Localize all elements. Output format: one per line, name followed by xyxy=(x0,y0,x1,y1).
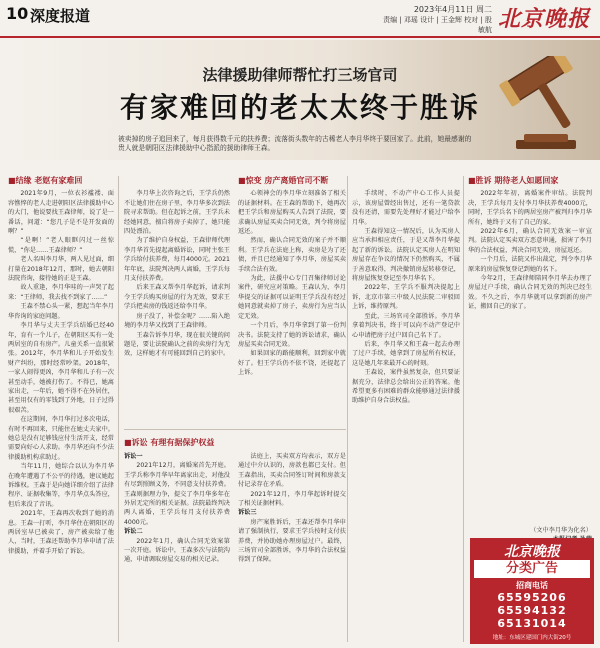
subhead-title: 期待老人如愿回家 xyxy=(494,176,559,185)
pseudonym-note: （文中李月华为化名） xyxy=(530,527,592,534)
paragraph: 法庭上，买卖双方均表示，双方是通过中介认识的，房款也都已支付。但王森指出，买卖合同签订时间和房款支付记录存在矛盾。 xyxy=(238,453,346,489)
classified-ad xyxy=(470,538,594,644)
paragraph: 李月华上次咨询之后，王学兵仍然不让她们住在房子里，李月华多次到法院寻求帮助。但在起诉之前，王学兵未经她同意，擅自将房子卖掉了，她只能四处漂泊。 xyxy=(124,190,230,236)
article-headline: 有家难回的老太太终于胜诉 xyxy=(119,91,480,124)
paragraph: 2022年，王学兵不服判决提起上诉，北京市第三中级人民法院二审驳回上诉，维持原判。 xyxy=(352,284,460,311)
gavel-icon xyxy=(496,56,586,152)
paragraph: 为此，法援中心专门召集律师讨论案件，研究应对策略。王森认为，李月华提交的证据可以证明王学兵没有经过她同意就卖掉了房子，卖房行为应当认定无效。 xyxy=(238,275,346,320)
subhead-tag: ■惊变 xyxy=(238,176,262,185)
paragraph: 至此，三场官司全部胜诉。李月华拿着判决书，终于可以向不动产登记中心申请把房子过户回自己名下了。 xyxy=(352,312,460,339)
subhead-jingbian xyxy=(238,176,346,185)
paragraph: 老人名叫李月华，两人见过面，细打量在2018年12月，那时，她去朝阳法院咨询，接待她的正是王森。 xyxy=(8,256,114,283)
paragraph: 当年11月，她综合以认为李月华在晚年遭遇了不公平的待遇，建议她起诉维权。王森于是向她详细介绍了法律程序、证据收集等，李月华点头答应，但后来没了音讯。 xyxy=(8,463,114,508)
paragraph: 一个月后，李月华拿到了第一份判决书。法院支持了她的诉讼请求，确认房屋买卖合同无效。 xyxy=(238,322,346,348)
paragraph: 如果回家的路能顺利，回到家中就好了。但王学兵仍不依不饶，还提起了上诉。 xyxy=(238,350,346,377)
article-column-2 xyxy=(124,176,230,426)
article-lead: 被卖掉的房子追回来了，每月获得数千元的扶养费；流落街头数年的古稀老人李月华终于要回家了。此前，她最感谢的贵人就是朝阳区法律援助中心指派的援助律师王森。 xyxy=(118,135,472,152)
paragraph: 后来王森又帮李月华起诉，请求判令王学兵购买房屋的行为无效，要求王学兵把卖房的钱返还给李月华。 xyxy=(124,284,230,311)
ad-address: 地址：东城区建国门内大街20号 xyxy=(492,635,572,641)
subhead-shengsu xyxy=(468,176,592,185)
subhead-tag: ■结缘 xyxy=(8,176,32,185)
issue-meta xyxy=(380,5,492,35)
section-name: 深度报道 xyxy=(30,7,91,25)
paragraph: 手续时，不动产中心工作人员提示，该房屋曾经出售过，还有一笔贷款没有还清，需要先处理好才能过户给李月华。 xyxy=(352,190,460,226)
masthead-logo: 北京晚报 xyxy=(497,6,590,32)
ad-phone: 65594132 xyxy=(497,604,567,617)
paragraph: 为了维护自身权益，王森律师代理李月华首先提起离婚诉讼，同时主张王学兵给付扶养费，每月4000元。2021年年底，法院判决两人离婚，王学兵每月支付扶养费。 xyxy=(124,237,230,283)
issue-date: 2023年4月11日 周二 xyxy=(413,5,492,14)
paragraph: “是啊！”老人眼眶闪过一丝惊慌，“你是……王森律师？” xyxy=(8,237,114,254)
paragraph: 2021年12月，李月华起诉时提交了相关证据材料。 xyxy=(238,490,346,508)
paragraph: 王森不禁心头一紧，想起当年李月华咨询的家庭问题。 xyxy=(8,303,114,320)
ad-phone: 65595206 xyxy=(497,591,567,604)
paragraph: 房产案胜诉后，王森还帮李月华申请了强制执行，要求王学兵按时支付扶养费，并协助她办理房屋过户。最终，三场官司全部胜诉，李月华的合法权益得到了保障。 xyxy=(238,518,346,564)
paragraph: 王森说，案件虽然复杂，但只要证据充分，法律总会给出公正的答案。他希望更多有困难的群众能够通过法律援助维护自身合法权益。 xyxy=(352,369,460,405)
article-column-7 xyxy=(238,452,346,642)
paragraph: 王森告诉李月华，现在很关键的问题是，要让法院确认之前的卖房行为无效，这样她才有可能回到自己的家中。 xyxy=(124,331,230,358)
paragraph: 李月华与丈夫王学兵结婚已经40年，育有一个儿子，在朝阳区买有一处两居室的自有房产。儿童关系一直很紧张。2012年，李月华和儿子开始发生财产纠纷，那时经常吵架。2018年，一家人闹得更凶，李月华和儿子有一次甚至动手，她被打伤了。不得已，她离家出走，一年后，她不得不在外居住，甚至用仅有的零钱到了外地，日子过得很艰苦。 xyxy=(8,322,114,414)
paragraph: 2022年6月，确认合同无效案一审宣判。法院认定买卖双方恶意串通，损害了李月华的合法权益，判决合同无效，房屋返还。 xyxy=(468,228,592,254)
case-label: 诉讼三 xyxy=(238,509,257,517)
ad-phone: 65131014 xyxy=(497,617,567,630)
article-column-5 xyxy=(468,176,592,526)
article-column-4 xyxy=(352,176,460,648)
column-divider xyxy=(347,176,348,642)
ad-logo: 北京晚报 xyxy=(504,544,560,560)
subhead-tag: ■胜诉 xyxy=(468,176,492,185)
ad-subtitle: 招商电话 xyxy=(516,581,548,590)
article-column-6 xyxy=(124,452,230,642)
article-kicker: 法律援助律师帮忙打三场官司 xyxy=(202,66,398,84)
paragraph: 然而，确认合同无效的案子并不顺利。王学兵在法庭上称，卖房是为了还债，并且已经通知了李月华，房屋买卖手续合法有效。 xyxy=(238,237,346,273)
paragraph: 房子没了，补偿金呢？……陷入绝境的李月华又找到了王森律师。 xyxy=(124,312,230,330)
case-label: 诉讼一 xyxy=(124,453,143,460)
paragraph: 王森得知这一情况后，认为买房人应当承担相应责任，于是又帮李月华提起了新的诉讼。法院认定买房人在明知房屋存在争议的情况下仍然购买，不属于善意取得，判决撤销房屋转移登记，将房屋恢复登记至李月华名下。 xyxy=(352,228,460,283)
page-header xyxy=(0,0,600,38)
page-number: 10 xyxy=(6,4,29,23)
case-label: 诉讼二 xyxy=(124,528,143,536)
paragraph: 2022年年初，离婚案件审结。法院判决，王学兵每月支付李月华扶养费4000元，同时，王学兵名下的两居室房产被判归李月华所有，她终于又有了自己的家。 xyxy=(468,190,592,226)
paragraph: 心领神会的李月华立刻准备了相关的证据材料。在王森的帮助下，她再次把王学兵和房屋购买人告到了法院，要求确认房屋买卖合同无效，判令将房屋返还。 xyxy=(238,190,346,236)
paragraph: 2021年，王森再次收到了她的消息。王森一打听，李月华住在朝阳区的两居室早已被卖了，房产被卖给了他人，当时，王森还帮助李月华申请了法律援助，并着手开始了诉讼。 xyxy=(8,510,114,555)
paragraph: 2022年1月，确认合同无效案第一次开庭。诉讼中，王森多次与法院沟通，申请调取房屋交易的相关记录。 xyxy=(124,537,230,564)
paragraph: 故人重逢，李月华哇的一声哭了起来：“王律师，我去找不到家了……” xyxy=(8,284,114,301)
subhead-title: 房产离婚官司不断 xyxy=(264,176,329,185)
ad-title: 分类广告 xyxy=(474,560,590,578)
subhead-title: 老妪有家难回 xyxy=(34,176,83,185)
paragraph: 2021年12月，离婚案首先开庭。王学兵称李月华早年离家出走，对他没有尽到照顾义务，不同意支付扶养费。王森则据理力争，提交了李月华多年在外居无定所的相关证据。法院最终判决两人离婚，王学兵每月支付扶养费4000元。 xyxy=(124,462,230,526)
subhead-tag: ■诉讼 xyxy=(124,438,148,447)
paragraph: 今年2月，王森律师陪同李月华去办理了房屋过户手续，确认合同无效的判决已经生效。不久之后，李月华就可以拿到新的房产证，搬回自己的家了。 xyxy=(468,275,592,311)
column-divider xyxy=(118,176,119,642)
subhead-susong xyxy=(124,437,346,448)
subhead-jieyuan xyxy=(8,176,114,185)
section-divider xyxy=(124,429,346,430)
paragraph: 后来，李月华又和王森一起去办理了过户手续，她拿到了房屋所有权证，这是她几年来最开心的时刻。 xyxy=(352,340,460,367)
article-column-1 xyxy=(8,176,114,642)
subhead-title: 有理有据保护权益 xyxy=(150,438,215,447)
paragraph: 一个月后，法院又作出裁定，判令李月华原来的房屋恢复登记到她的名下。 xyxy=(468,256,592,273)
article-column-3 xyxy=(238,176,346,426)
editors-credit: 责编 | 邓瑶 设计 | 王金辉 校对 | 股敏航 xyxy=(383,16,492,34)
column-divider xyxy=(463,176,464,642)
paragraph: 在这期间，李月华打过多次电话，有时不再回来，只能住在她丈夫家中。她总是没有足够钱应付生活开支，经常需要向好心人求助。李月华还向不少法律援助机构求助过。 xyxy=(8,416,114,461)
paragraph: 2021年9月，一位衣衫褴褛、面容憔悴的老人走进朝阳区法律援助中心的大门，他说要找王森律师，说了是一番话，问道：“您几子是不是开发面的啊？” xyxy=(8,190,114,236)
